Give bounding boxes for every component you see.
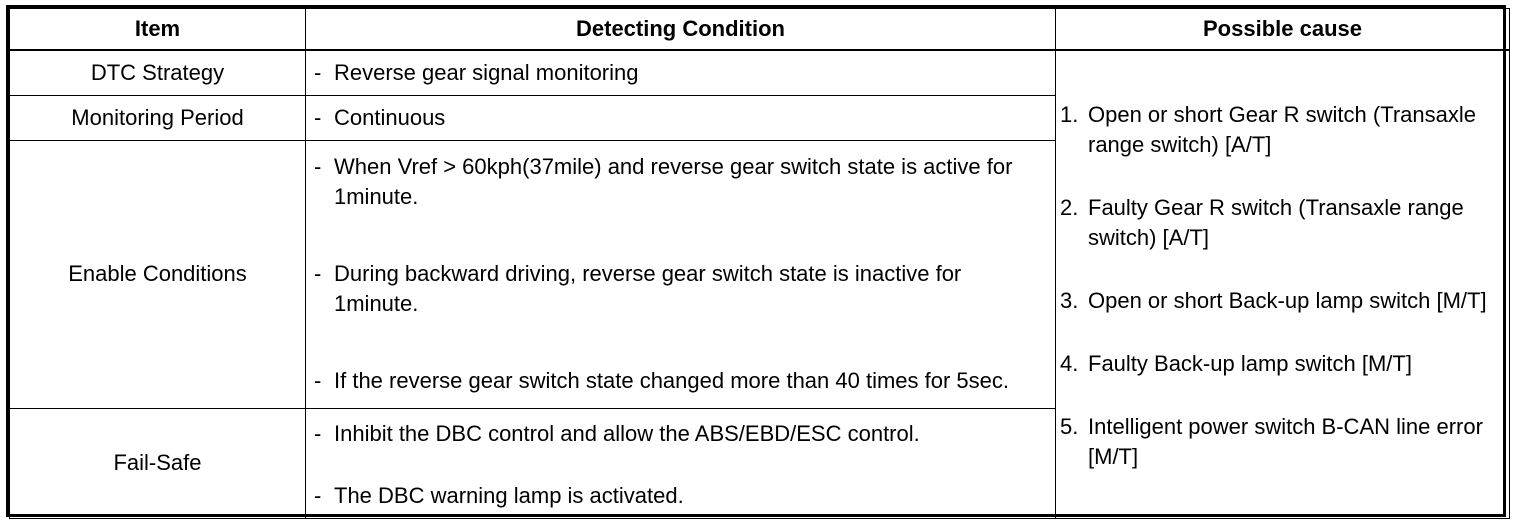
condition-line [312,103,1049,133]
cause-item [1060,349,1503,379]
cause-text: Open or short Back-up lamp switch [M/T] [1088,288,1487,314]
item-enable-conditions: Enable Conditions [10,140,306,408]
condition-line [312,152,1049,212]
bullet-dash: - [314,421,322,446]
item-fail-safe: Fail-Safe [10,408,306,518]
fail-safe-list [312,409,1049,517]
cause-item [1060,193,1503,253]
condition-text: If the reverse gear switch state changed more than 40 times for 5sec. [334,368,1010,393]
bullet-dash: - [314,59,322,85]
bullet-dash: - [314,483,322,508]
cause-item [1060,412,1503,472]
dtc-spec-table [9,8,1510,519]
condition-line [312,481,1049,511]
header-row [10,9,1510,51]
possible-cause-cell [1056,50,1510,518]
cause-number: 1. [1060,102,1079,128]
bullet-dash: - [314,154,322,179]
cause-number: 2. [1060,195,1079,221]
row-dtc-strategy [10,50,1510,95]
condition-enable-conditions [306,140,1056,408]
condition-line [312,259,1049,319]
condition-text: Continuous [334,104,446,130]
condition-line [312,419,1049,449]
item-monitoring-period: Monitoring Period [10,95,306,140]
bullet-dash: - [314,261,322,286]
item-dtc-strategy: DTC Strategy [10,50,306,95]
cause-number: 3. [1060,288,1079,314]
cause-number: 5. [1060,414,1079,440]
bullet-dash: - [314,368,322,393]
cause-text: Faulty Back-up lamp switch [M/T] [1088,351,1412,377]
cause-number: 4. [1060,351,1079,377]
enable-conditions-list [312,146,1049,402]
cause-text: Open or short Gear R switch (Transaxle range switch) [A/T] [1088,102,1476,158]
condition-text: The DBC warning lamp is activated. [334,483,684,508]
bullet-dash: - [314,104,322,130]
header-item: Item [10,9,306,51]
header-possible-cause: Possible cause [1056,9,1510,51]
cause-item [1060,100,1503,160]
cause-text: Faulty Gear R switch (Transaxle range switch) [A/T] [1088,195,1464,251]
condition-text: When Vref > 60kph(37mile) and reverse gear switch state is active for 1minute. [334,154,1013,209]
condition-monitoring-period [306,95,1056,140]
condition-text: Reverse gear signal monitoring [334,59,639,85]
condition-dtc-strategy [306,50,1056,95]
condition-text: Inhibit the DBC control and allow the ABS/EBD/ESC control. [334,421,920,446]
header-detecting-condition: Detecting Condition [306,9,1056,51]
cause-text: Intelligent power switch B-CAN line error [M/T] [1088,414,1483,470]
condition-line [312,366,1049,396]
condition-text: During backward driving, reverse gear switch state is inactive for 1minute. [334,261,962,316]
possible-cause-list [1060,96,1503,472]
condition-fail-safe [306,408,1056,518]
condition-line [312,58,1049,88]
cause-item [1060,286,1503,316]
dtc-spec-table-frame [6,5,1506,517]
